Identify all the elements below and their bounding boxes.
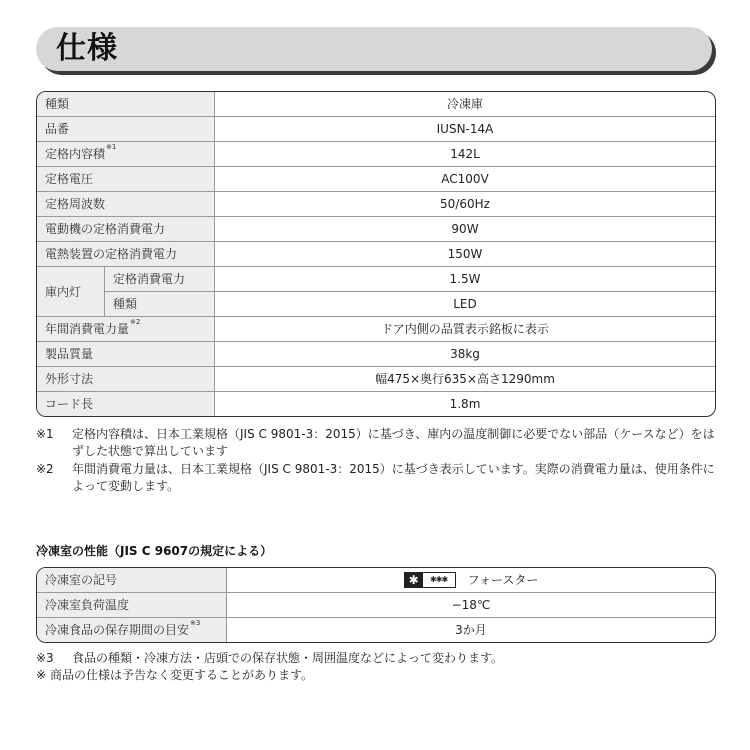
spec-value: LED	[215, 292, 715, 317]
spec-label: 定格消費電力	[105, 267, 215, 292]
table-row	[37, 242, 715, 267]
three-star-icon: ✱✱✱	[430, 574, 448, 584]
spec-value: −18℃	[227, 593, 715, 618]
spec-label: 冷凍室負荷温度	[37, 593, 227, 618]
footnote	[36, 426, 726, 460]
table-row	[37, 392, 715, 416]
spec-value: AC100V	[215, 167, 715, 192]
table-row	[37, 317, 715, 342]
spec-value: 3か月	[455, 623, 487, 637]
spec-value: 1.5W	[215, 267, 715, 292]
spec-value: 90W	[215, 217, 715, 242]
table-row	[37, 618, 715, 642]
spec-value: ドア内側の品質表示銘板に表示	[215, 317, 715, 342]
spec-label: 冷凍室の記号	[37, 568, 227, 593]
footnote-mark: ※3	[36, 651, 54, 665]
spec-label: 定格電圧	[37, 167, 215, 192]
spec-value: 幅475×奥行635×高さ1290mm	[215, 367, 715, 392]
spec-label: コード長	[37, 392, 215, 416]
spec-label: 製品質量	[37, 342, 215, 367]
table-row	[37, 593, 715, 618]
spec-label: 種類	[105, 292, 215, 317]
spec-label: 電動機の定格消費電力	[37, 217, 215, 242]
spec-label: 電熱装置の定格消費電力	[37, 242, 215, 267]
page-title: 仕様	[56, 31, 118, 66]
page-title-bar	[36, 27, 712, 71]
table-row	[37, 217, 715, 242]
spec-value: 38kg	[215, 342, 715, 367]
table-row	[37, 568, 715, 593]
table-row	[37, 267, 715, 292]
spec-value-cell	[227, 568, 715, 593]
footnote-mark: ※2	[130, 318, 141, 326]
spec-value: 50/60Hz	[215, 192, 715, 217]
footnote	[36, 650, 726, 667]
footnotes-freezer	[36, 650, 726, 684]
footnote-mark: ※3	[190, 619, 201, 627]
spec-label: 定格内容積$^{※1}$	[37, 142, 215, 167]
table-row	[37, 142, 715, 167]
footnote-mark: ※1	[106, 143, 117, 151]
spec-label: 年間消費電力量$^{※2}$	[37, 317, 215, 342]
spec-label: 外形寸法	[37, 367, 215, 392]
star-icon: ✱	[405, 573, 423, 587]
footnote-text: 年間消費電力量は、日本工業規格（JIS C 9801-3：2015）に基づき表示しています。実際の消費電力量は、使用条件によって変動します。	[72, 462, 715, 493]
freezer-performance-table	[36, 567, 716, 643]
interior-light-label: 庫内灯	[37, 267, 105, 317]
spec-value: 冷凍庫	[215, 92, 715, 117]
spec-value: 1.8m	[449, 397, 481, 411]
spec-label: 品番	[37, 117, 215, 142]
table-row	[37, 342, 715, 367]
footnotes-spec	[36, 426, 726, 495]
freezer-performance-heading: 冷凍室の性能（JIS C 9607の規定による）	[36, 544, 273, 558]
footnote-text: 商品の仕様は予告なく変更することがあります。	[50, 668, 314, 682]
table-row	[37, 192, 715, 217]
table-row	[37, 92, 715, 117]
footnote	[36, 461, 726, 495]
table-row	[37, 292, 715, 317]
footnote-mark: ※1	[36, 427, 54, 441]
four-star-freezer-icon	[404, 572, 456, 588]
footnote-mark: ※	[36, 668, 47, 682]
spec-value: 150W	[215, 242, 715, 267]
spec-label: 種類	[37, 92, 215, 117]
spec-label: 冷凍食品の保存期間の目安$^{※3}$	[37, 618, 227, 642]
spec-label: 定格周波数	[37, 192, 215, 217]
table-row	[37, 117, 715, 142]
table-row	[37, 367, 715, 392]
footnote-mark: ※2	[36, 462, 54, 476]
spec-value: IUSN-14A	[215, 117, 715, 142]
footnote-text: 定格内容積は、日本工業規格（JIS C 9801-3：2015）に基づき、庫内の温度制御に必要でない部品（ケースなど）をはずした状態で算出しています	[72, 427, 715, 458]
spec-value: フォースター	[467, 573, 539, 587]
spec-table	[36, 91, 716, 417]
spec-value: 142L	[215, 142, 715, 167]
footnote-text: 食品の種類・冷凍方法・店頭での保存状態・周囲温度などによって変わります。	[72, 651, 504, 665]
footnote	[36, 667, 726, 684]
table-row	[37, 167, 715, 192]
